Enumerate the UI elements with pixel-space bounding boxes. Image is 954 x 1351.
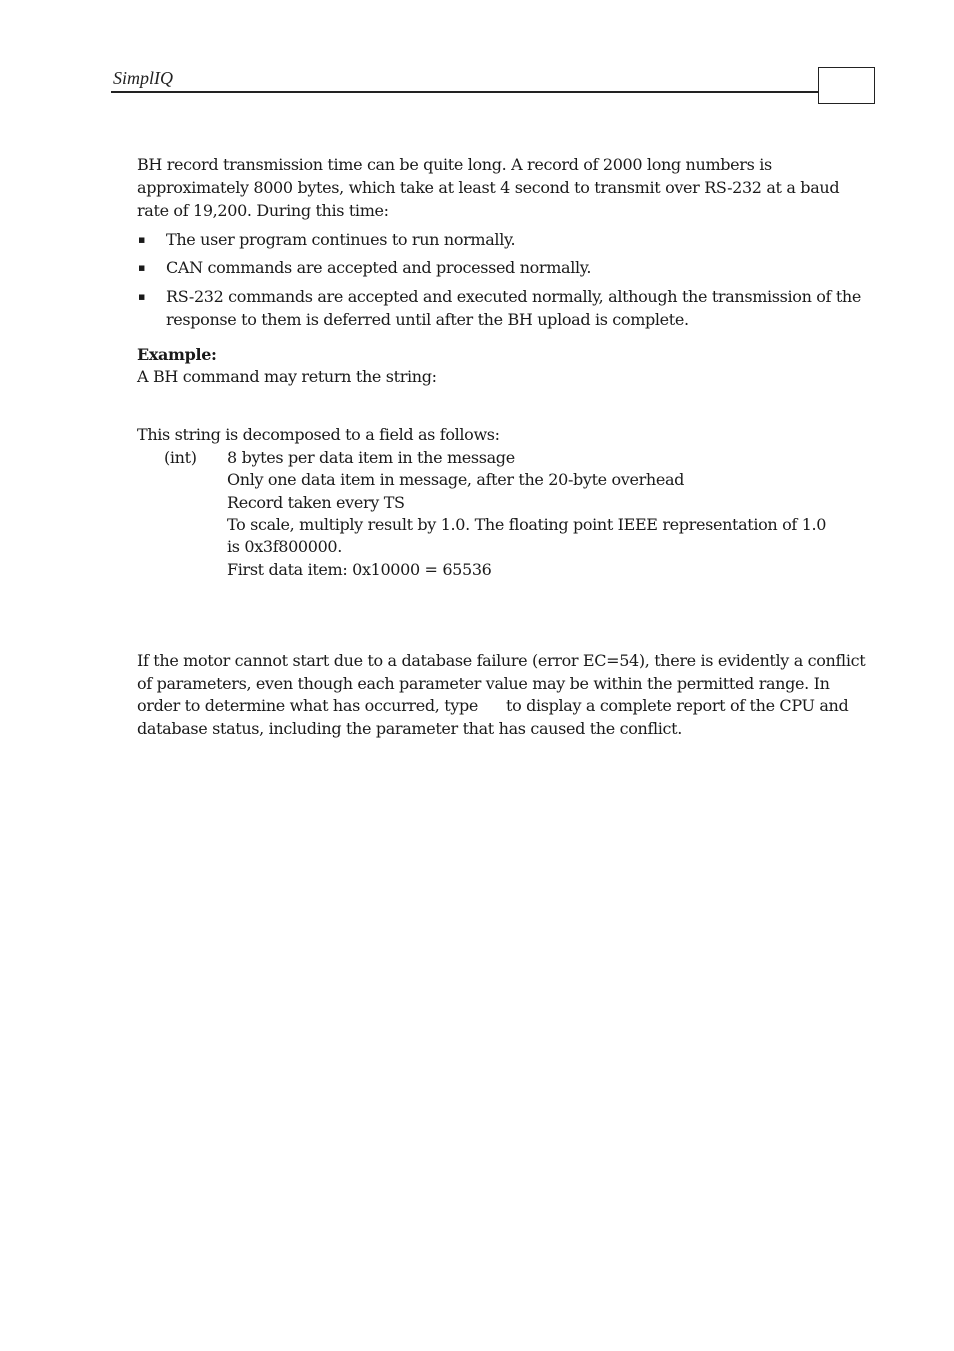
conflict-line-part: order to determine what has occurred, type: [137, 696, 478, 715]
field-desc: Record taken every TS: [227, 493, 405, 512]
conflict-line: of parameters, even though each parameter value may be within the permitted range. In: [137, 674, 830, 693]
conflict-line: If the motor cannot start due to a database failure (error EC=54), there is evidently a conflict: [137, 651, 866, 670]
list-item-continuation: response to them is deferred until after the BH upload is complete.: [166, 310, 689, 329]
conflict-line: [137, 695, 848, 718]
field-desc: is 0x3f800000.: [227, 537, 342, 556]
field-desc: 8 bytes per data item in the message: [227, 448, 515, 467]
conflict-line-part: to display a complete report of the CPU and: [506, 696, 849, 715]
field-desc: Only one data item in message, after the 20-byte overhead: [227, 470, 685, 489]
header-title: SimplIQ: [113, 68, 173, 88]
page-number-box: [818, 67, 875, 104]
example-heading: Example:: [137, 345, 217, 364]
conflict-line: database status, including the parameter that has caused the conflict.: [137, 719, 682, 738]
field-desc: First data item: 0x10000 = 65536: [227, 560, 492, 579]
decompose-line: This string is decomposed to a field as follows:: [137, 425, 500, 444]
header-rule: [111, 91, 819, 93]
intro-line: rate of 19,200. During this time:: [137, 201, 389, 220]
field-desc: To scale, multiply result by 1.0. The floating point IEEE representation of 1.0: [227, 515, 827, 534]
list-item: The user program continues to run normally.: [166, 230, 516, 249]
bullet-marker: ▪: [138, 233, 146, 246]
list-item: CAN commands are accepted and processed normally.: [166, 258, 592, 277]
intro-line: BH record transmission time can be quite long. A record of 2000 long numbers is: [137, 155, 772, 174]
bullet-marker: ▪: [138, 261, 146, 274]
intro-line: approximately 8000 bytes, which take at least 4 second to transmit over RS-232 at a baud: [137, 178, 840, 197]
example-line: A BH command may return the string:: [137, 367, 437, 386]
bullet-marker: ▪: [138, 290, 146, 303]
field-type-label: (int): [164, 448, 197, 467]
list-item: RS-232 commands are accepted and executed normally, although the transmission of the: [166, 287, 862, 306]
